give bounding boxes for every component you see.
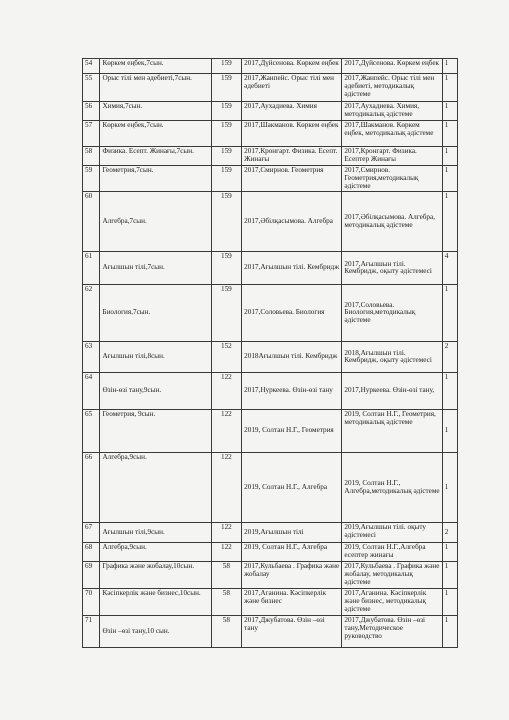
textbook-cell: 2017,Дүйсенова. Көркем еңбек <box>242 59 342 74</box>
hours-cell: 58 <box>211 589 242 616</box>
textbook-cell: 2017,Соловьева. Биология <box>242 285 342 342</box>
quantity-cell: 1 <box>442 373 457 410</box>
row-number: 55 <box>83 74 100 102</box>
methodical-cell: 2019,Ағылшын тілі. оқыту әдістемесі <box>342 523 442 543</box>
row-number: 64 <box>83 373 100 410</box>
hours-cell: 159 <box>211 74 242 102</box>
subject-cell: Көркем еңбек,7сын. <box>100 59 211 74</box>
methodical-cell: 2019, Солтан Н.Г., Алгебра,методикалық әдістеме <box>342 453 442 523</box>
hours-cell: 159 <box>211 285 242 342</box>
subject-cell: Кәсіпкерлік және бизнес,10сын. <box>100 589 211 616</box>
row-number: 54 <box>83 59 100 74</box>
methodical-cell: 2017,Кульбаева . Графика және жобалау, методикалық әдістеме <box>342 562 442 589</box>
quantity-cell: 2 <box>442 342 457 373</box>
table-row <box>83 146 458 165</box>
methodical-cell: 2017,Нуркеева. Өзін-өзі тану, <box>342 373 442 410</box>
hours-cell: 159 <box>211 192 242 252</box>
hours-cell: 159 <box>211 59 242 74</box>
subject-cell: Алгебра,9сын. <box>100 453 211 523</box>
subject-cell: Биология,7сын. <box>100 285 211 342</box>
textbook-cell: 2017,Кронгарт. Физика. Есепт. Жинағы <box>242 146 342 165</box>
methodical-cell: 2017,Аганина. Кәсіпкерлік және бизнес, методикалық әдістеме <box>342 589 442 616</box>
methodical-cell: 2017,Дүйсенова. Көркем еңбек <box>342 59 442 74</box>
hours-cell: 159 <box>211 146 242 165</box>
textbook-cell: 2017,Аухадиева. Химия <box>242 102 342 121</box>
hours-cell: 122 <box>211 410 242 453</box>
subject-cell: Физика. Есепт. Жинағы,7сын. <box>100 146 211 165</box>
row-number: 66 <box>83 453 100 523</box>
hours-cell: 122 <box>211 373 242 410</box>
row-number: 56 <box>83 102 100 121</box>
quantity-cell: 1 <box>442 616 457 648</box>
quantity-cell: 2 <box>442 523 457 543</box>
quantity-cell: 1 <box>442 120 457 146</box>
hours-cell: 159 <box>211 120 242 146</box>
row-number: 60 <box>83 192 100 252</box>
row-number: 58 <box>83 146 100 165</box>
methodical-cell: 2019, Солтан Н.Г.,Алгебра есептер жинағы <box>342 543 442 562</box>
table-row <box>83 543 458 562</box>
quantity-cell: 1 <box>442 453 457 523</box>
textbook-cell: 2019,Ағылшын тілі <box>242 523 342 543</box>
textbook-cell: 2017,Нуркеева. Өзін-өзі тану <box>242 373 342 410</box>
methodical-cell: 2017,Кронгарт. Физика. Есептер Жинағы <box>342 146 442 165</box>
table-row <box>83 342 458 373</box>
subject-cell: Графика және жобалау,10сын. <box>100 562 211 589</box>
row-number: 62 <box>83 285 100 342</box>
methodical-cell: 2017,Соловьева. Биология,методикалық әдістеме <box>342 285 442 342</box>
methodical-cell: 2017,Шакманов. Көркем еңбек, методикалық әдістеме <box>342 120 442 146</box>
row-number: 67 <box>83 523 100 543</box>
methodical-cell: 2017,Жанпейс. Орыс тілі мен әдебиеті, методикалық әдістеме <box>342 74 442 102</box>
row-number: 71 <box>83 616 100 648</box>
table-row <box>83 252 458 285</box>
textbook-cell: 2019, Солтан Н.Г., Алгебра <box>242 453 342 523</box>
hours-cell: 159 <box>211 165 242 192</box>
table-row <box>83 120 458 146</box>
quantity-cell: 1 <box>442 102 457 121</box>
subject-cell: Өзін –өзі тану,10 сын. <box>100 616 211 648</box>
table-row <box>83 102 458 121</box>
row-number: 69 <box>83 562 100 589</box>
table-row <box>83 616 458 648</box>
table-row <box>83 373 458 410</box>
methodical-cell: 2017,Смирнов. Геометрия,методикалық әдістеме <box>342 165 442 192</box>
textbook-cell: 2017,Джубатова. Өзін –өзі тану <box>242 616 342 648</box>
table-row <box>83 59 458 74</box>
quantity-cell: 1 <box>442 74 457 102</box>
hours-cell: 159 <box>211 252 242 285</box>
quantity-cell: 1 <box>442 543 457 562</box>
subject-cell: Өзін-өзі тану,9сын. <box>100 373 211 410</box>
hours-cell: 58 <box>211 562 242 589</box>
methodical-cell: 2017,Джубатова. Өзін –өзі тану,Методическое руководство <box>342 616 442 648</box>
table-row <box>83 192 458 252</box>
methodical-cell: 2019, Солтан Н.Г., Геометрия, методикалық әдістеме <box>342 410 442 453</box>
quantity-cell: 1 <box>442 410 457 453</box>
textbook-cell: 2017,Жанпейс. Орыс тілі мен әдебиеті <box>242 74 342 102</box>
quantity-cell: 1 <box>442 59 457 74</box>
quantity-cell: 1 <box>442 285 457 342</box>
row-number: 68 <box>83 543 100 562</box>
methodical-cell: 2017,Әбілқасымова. Алгебра, методикалық әдістеме <box>342 192 442 252</box>
quantity-cell: 1 <box>442 146 457 165</box>
hours-cell: 58 <box>211 616 242 648</box>
methodical-cell: 2018,Ағылшын тілі. Кембридж, оқыту әдістемесі <box>342 342 442 373</box>
textbook-cell: 2017,Әбілқасымова. Алгебра <box>242 192 342 252</box>
table-row <box>83 589 458 616</box>
hours-cell: 122 <box>211 523 242 543</box>
subject-cell: Алгебра,7сын. <box>100 192 211 252</box>
textbook-cell: 2019, Солтан Н.Г., Геометрия <box>242 410 342 453</box>
quantity-cell: 1 <box>442 192 457 252</box>
subject-cell: Геометрия, 9сын. <box>100 410 211 453</box>
subject-cell: Көркем еңбек,7сын. <box>100 120 211 146</box>
subject-cell: Ағылшын тілі,9сын. <box>100 523 211 543</box>
row-number: 57 <box>83 120 100 146</box>
table-row <box>83 74 458 102</box>
table-row <box>83 165 458 192</box>
table-row <box>83 285 458 342</box>
subject-cell: Ағылшын тілі,8сын. <box>100 342 211 373</box>
row-number: 59 <box>83 165 100 192</box>
textbook-cell: 2017,Смирнов. Геометрия <box>242 165 342 192</box>
quantity-cell: 1 <box>442 589 457 616</box>
textbook-cell: 2018Ағылшын тілі. Кембридж <box>242 342 342 373</box>
subject-cell: Орыс тілі мен әдебиеті,7сын. <box>100 74 211 102</box>
quantity-cell: 4 <box>442 252 457 285</box>
table-row <box>83 453 458 523</box>
row-number: 70 <box>83 589 100 616</box>
row-number: 63 <box>83 342 100 373</box>
textbook-cell: 2017,Шакманов. Көркем еңбек <box>242 120 342 146</box>
hours-cell: 152 <box>211 342 242 373</box>
quantity-cell: 1 <box>442 165 457 192</box>
hours-cell: 159 <box>211 102 242 121</box>
methodical-cell: 2017,Аухадиева. Химия, методикалық әдістеме <box>342 102 442 121</box>
textbook-cell: 2019, Солтан Н.Г., Алгебра <box>242 543 342 562</box>
hours-cell: 122 <box>211 453 242 523</box>
table-row <box>83 523 458 543</box>
subject-cell: Алгебра,9сын. <box>100 543 211 562</box>
row-number: 61 <box>83 252 100 285</box>
methodical-cell: 2017,Ағылшын тілі. Кембридж, оқыту әдістемесі <box>342 252 442 285</box>
textbook-cell: 2017,Кульбаева . Графика және жобалау <box>242 562 342 589</box>
row-number: 65 <box>83 410 100 453</box>
table-row <box>83 410 458 453</box>
subject-cell: Химия,7сын. <box>100 102 211 121</box>
table-row <box>83 562 458 589</box>
textbook-cell: 2017,Аганина. Кәсіпкерлік және бизнес <box>242 589 342 616</box>
textbook-cell: 2017,Ағылшын тілі. Кембридж <box>242 252 342 285</box>
book-inventory-table <box>82 58 458 648</box>
subject-cell: Ағылшын тілі,7сын. <box>100 252 211 285</box>
hours-cell: 122 <box>211 543 242 562</box>
quantity-cell: 1 <box>442 562 457 589</box>
subject-cell: Геометрия,7сын. <box>100 165 211 192</box>
